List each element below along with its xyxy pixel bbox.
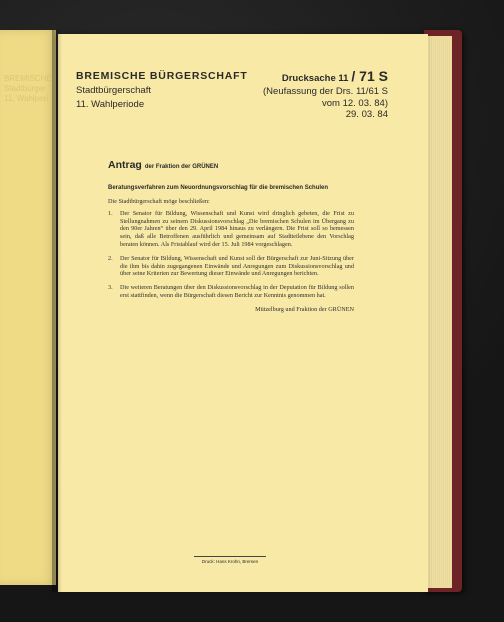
- item-text: Der Senator für Bildung, Wissenschaft und Kunst wird dringlich gebeten, die Frist zu Stellungnahmen zu seinem Diskussionsvorschlag „Die bremischen Schulen im Übergang zu den 90er Jahren“ über den 29. April 1984 hinaus zu verlängern. Die Frist soll so bemessen sein, daß alle Betroffenen ausführlich und gemeinsam auf Stadtteilebene den Vorschlag beraten können. Als Fristablauf wird der 15. Juli 1984 vorgeschlagen.: [120, 209, 354, 248]
- organization-name: BREMISCHE BÜRGERSCHAFT: [76, 70, 248, 82]
- list-item: [108, 255, 354, 278]
- doc-label: Drucksache 11: [281, 73, 349, 84]
- document-number: [263, 68, 388, 86]
- item-text: Die weiteren Beratungen über den Diskussionsvorschlag in der Deputation für Bildung sollen erst stattfinden, wenn die Bürgerschaft diesen Bericht zur Kenntnis genommen hat.: [120, 284, 354, 299]
- left-page-ghost-text: [4, 74, 50, 104]
- period: 11. Wahlperiode: [76, 99, 145, 110]
- title-main: Antrag: [108, 159, 142, 171]
- revision-date: vom 12. 03. 84): [321, 97, 388, 109]
- ghost-line: 11. Wahlperi: [4, 94, 49, 103]
- subject-line: Beratungsverfahren zum Neuordnungsvorschlag für die bremischen Schulen: [108, 185, 329, 191]
- book-gutter: [52, 30, 62, 592]
- item-number: 2.: [108, 254, 113, 262]
- item-text: Der Senator für Bildung, Wissenschaft und Kunst soll der Bürgerschaft zur Juni-Sitzung über die ihm bis dahin zugegangenen Einwände und Anregungen zum Diskussionsvorschlag und über seine Kriterien zur Bewertung dieser Einwände und Anregungen berichten.: [120, 254, 354, 278]
- left-page: [0, 30, 56, 585]
- document-date: 29. 03. 84: [345, 109, 388, 120]
- motion-title: [108, 155, 218, 173]
- header-right: [263, 68, 388, 121]
- title-rest: der Fraktion der GRÜNEN: [144, 164, 219, 170]
- list-item: [108, 210, 354, 249]
- motion-body: [108, 198, 354, 314]
- ghost-line: BREMISCHE: [4, 74, 52, 83]
- page-edges: [428, 36, 452, 588]
- item-number: 1.: [108, 209, 113, 217]
- intro-text: Die Stadtbürgerschaft möge beschließen:: [108, 198, 210, 205]
- signature: Mützelburg und Fraktion der GRÜNEN: [255, 305, 354, 313]
- item-number: 3.: [108, 284, 113, 292]
- printer-imprint: Druck: Hans Krohn, Bremen: [194, 556, 266, 564]
- list-item: [108, 284, 354, 300]
- header-left: [76, 70, 248, 110]
- doc-number: / 71 S: [351, 68, 388, 84]
- ghost-line: Stadtbürger: [4, 84, 46, 93]
- body-name: Stadtbürgerschaft: [76, 85, 151, 96]
- revision-note: (Neufassung der Drs. 11/61 S: [263, 86, 388, 97]
